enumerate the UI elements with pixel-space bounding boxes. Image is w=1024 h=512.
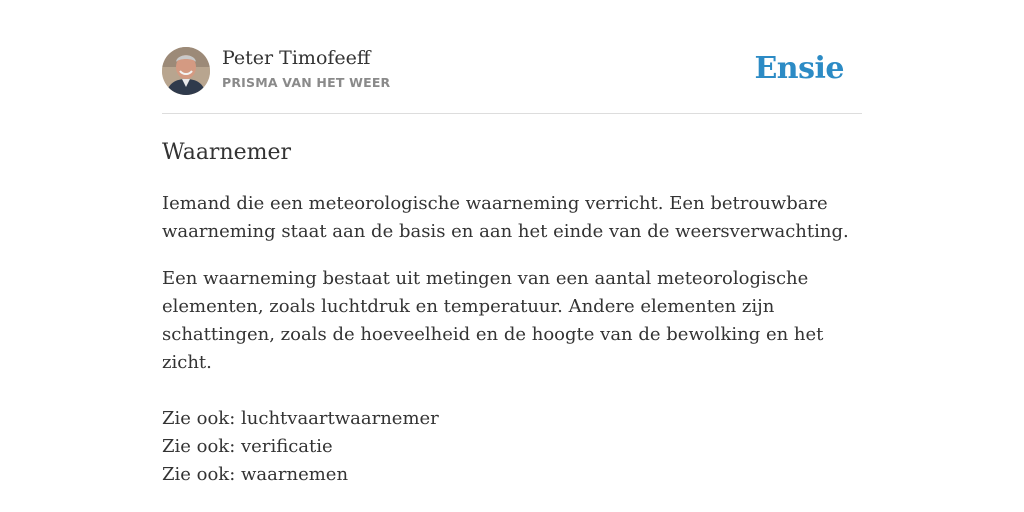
page-title: Waarnemer — [162, 140, 292, 165]
paragraph: Een waarneming bestaat uit metingen van een aantal meteorologische elementen, zoals luchtdruk en temperatuur. Andere elementen zijn schattingen, zoals de hoeveelheid en de hoogte van de bewolking en het zicht. — [162, 268, 824, 373]
author-name[interactable]: Peter Timofeeff — [222, 47, 371, 69]
see-also-prefix: Zie ook: — [162, 464, 242, 485]
see-also-list — [162, 405, 862, 489]
article-body — [162, 190, 862, 489]
article-card — [162, 45, 862, 489]
see-also-link[interactable]: waarnemen — [241, 464, 349, 485]
see-also-item — [162, 461, 862, 489]
paragraph: Iemand die een meteorologische waarneming verricht. Een betrouwbare waarneming staat aan de basis en aan het einde van de weersverwachting. — [162, 193, 849, 242]
see-also-link[interactable]: luchtvaartwaarnemer — [241, 408, 439, 429]
person-photo-icon — [162, 47, 210, 95]
author-avatar[interactable] — [162, 47, 210, 95]
see-also-prefix: Zie ook: — [162, 436, 242, 457]
see-also-prefix: Zie ook: — [162, 408, 242, 429]
article-header — [162, 45, 862, 114]
ensie-logo[interactable]: Ensie — [754, 51, 844, 86]
see-also-link[interactable]: verificatie — [241, 436, 333, 457]
see-also-item — [162, 405, 862, 433]
see-also-item — [162, 433, 862, 461]
author-subtitle: PRISMA VAN HET WEER — [222, 75, 391, 90]
author-info — [222, 46, 390, 90]
